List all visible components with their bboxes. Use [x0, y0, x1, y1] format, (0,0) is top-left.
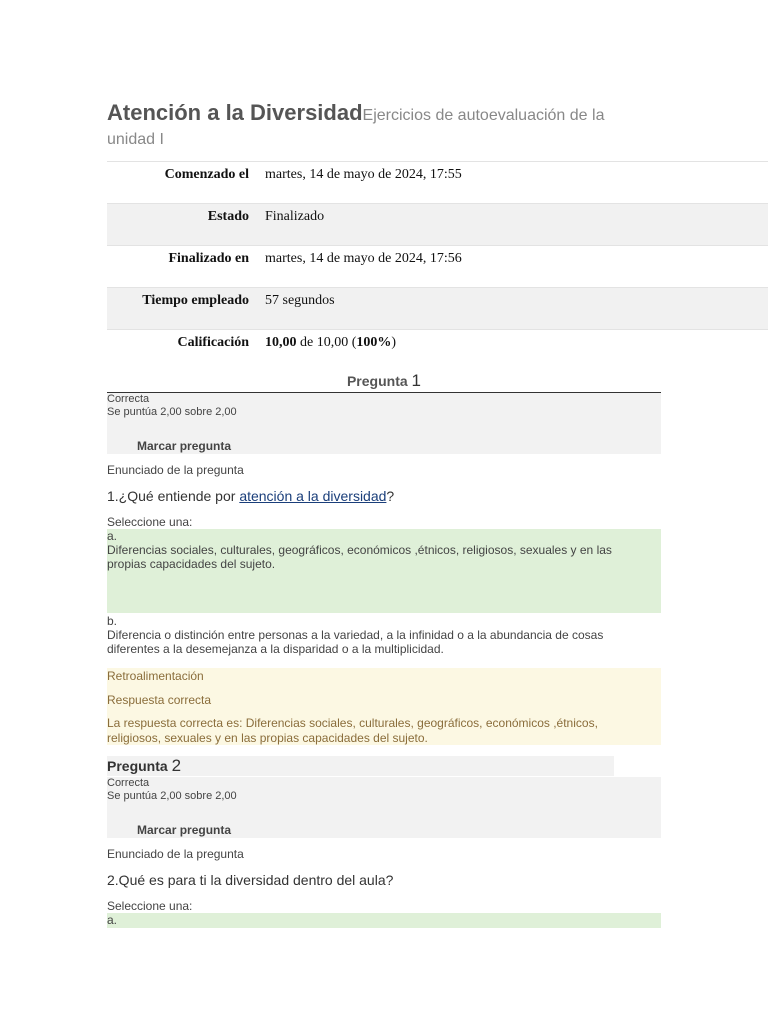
question-1-text: [107, 488, 394, 504]
summary-value: 57 segundos: [257, 288, 768, 329]
question-score: Se puntúa 2,00 sobre 2,00: [107, 790, 237, 802]
summary-row-time: [107, 287, 768, 329]
option-text: Diferencia o distinción entre personas a la variedad, a la infinidad o a la abundancia de cosas: [107, 628, 604, 642]
question-score: Se puntúa 2,00 sobre 2,00: [107, 406, 237, 418]
question-label: Pregunta: [107, 758, 168, 774]
option-letter: a.: [107, 913, 118, 927]
grade-total: de 10,00 (: [296, 335, 357, 350]
question-1-heading: [107, 371, 661, 393]
question-text-part: 1.¿Qué entiende por: [107, 488, 240, 504]
page-title: [107, 101, 667, 152]
question-1-info: [107, 393, 661, 454]
correct-answer-text-cont: religiosos, sexuales y en las propias capacidades del sujeto.: [107, 731, 428, 745]
correct-answer-text: La respuesta correcta es: Diferencias sociales, culturales, geográficos, económicos ,étnicos,: [107, 716, 598, 730]
option-letter: a.: [107, 529, 118, 543]
summary-label: Calificación: [177, 335, 249, 350]
answer-option-b[interactable]: [107, 614, 661, 664]
grade-value: [257, 330, 768, 372]
summary-value: martes, 14 de mayo de 2024, 17:55: [265, 167, 462, 182]
feedback-box: [107, 668, 661, 745]
question-status: Correcta: [107, 393, 150, 405]
course-title: Atención a la Diversidad: [107, 100, 363, 125]
answer-option-a[interactable]: [107, 529, 661, 613]
option-text: Diferencias sociales, culturales, geográficos, económicos ,étnicos, religiosos, sexuales y en las: [107, 543, 612, 557]
option-letter: b.: [107, 614, 118, 628]
summary-label: Comenzado el: [164, 167, 249, 182]
option-text-cont: propias capacidades del sujeto.: [107, 557, 276, 571]
question-number: 1: [411, 371, 422, 390]
select-one-label: Seleccione una:: [107, 899, 193, 913]
quiz-subtitle: Ejercicios de autoevaluación de la: [362, 107, 605, 124]
summary-label: Estado: [107, 204, 257, 245]
feedback-title: Retroalimentación: [107, 669, 204, 683]
diversity-link[interactable]: atención a la diversidad: [239, 488, 387, 504]
question-2-info: [107, 777, 661, 838]
summary-row-state: [107, 203, 768, 245]
grade-paren: ): [391, 335, 397, 350]
question-text-end: ?: [386, 488, 395, 504]
question-label: Pregunta: [346, 373, 408, 389]
select-one-label: Seleccione una:: [107, 515, 193, 529]
feedback-status: Respuesta correcta: [107, 693, 212, 707]
question-2-text: 2.Qué es para ti la diversidad dentro del aula?: [107, 872, 394, 888]
summary-value: Finalizado: [257, 204, 768, 245]
option-text-cont: diferentes a la desemejanza a la disparidad o a la multiplicidad.: [107, 642, 444, 656]
summary-label: Tiempo empleado: [107, 288, 257, 329]
question-2-heading: [107, 756, 614, 776]
grade-score: 10,00: [265, 335, 297, 350]
summary-row-finished: [107, 245, 768, 287]
summary-row-started: [107, 161, 768, 203]
summary-row-grade: [107, 329, 768, 372]
grade-percent: 100%: [356, 335, 392, 350]
summary-label: Finalizado en: [168, 251, 249, 266]
attempt-summary-table: [107, 161, 768, 372]
flag-question-link[interactable]: Marcar pregunta: [137, 823, 232, 837]
quiz-subtitle-cont: unidad I: [107, 131, 164, 148]
question-number: 2: [171, 756, 182, 775]
answer-option-a[interactable]: [107, 913, 661, 928]
summary-value: martes, 14 de mayo de 2024, 17:56: [265, 251, 462, 266]
statement-label: Enunciado de la pregunta: [107, 463, 244, 477]
statement-label: Enunciado de la pregunta: [107, 847, 244, 861]
flag-question-link[interactable]: Marcar pregunta: [137, 439, 232, 453]
question-status: Correcta: [107, 777, 150, 789]
